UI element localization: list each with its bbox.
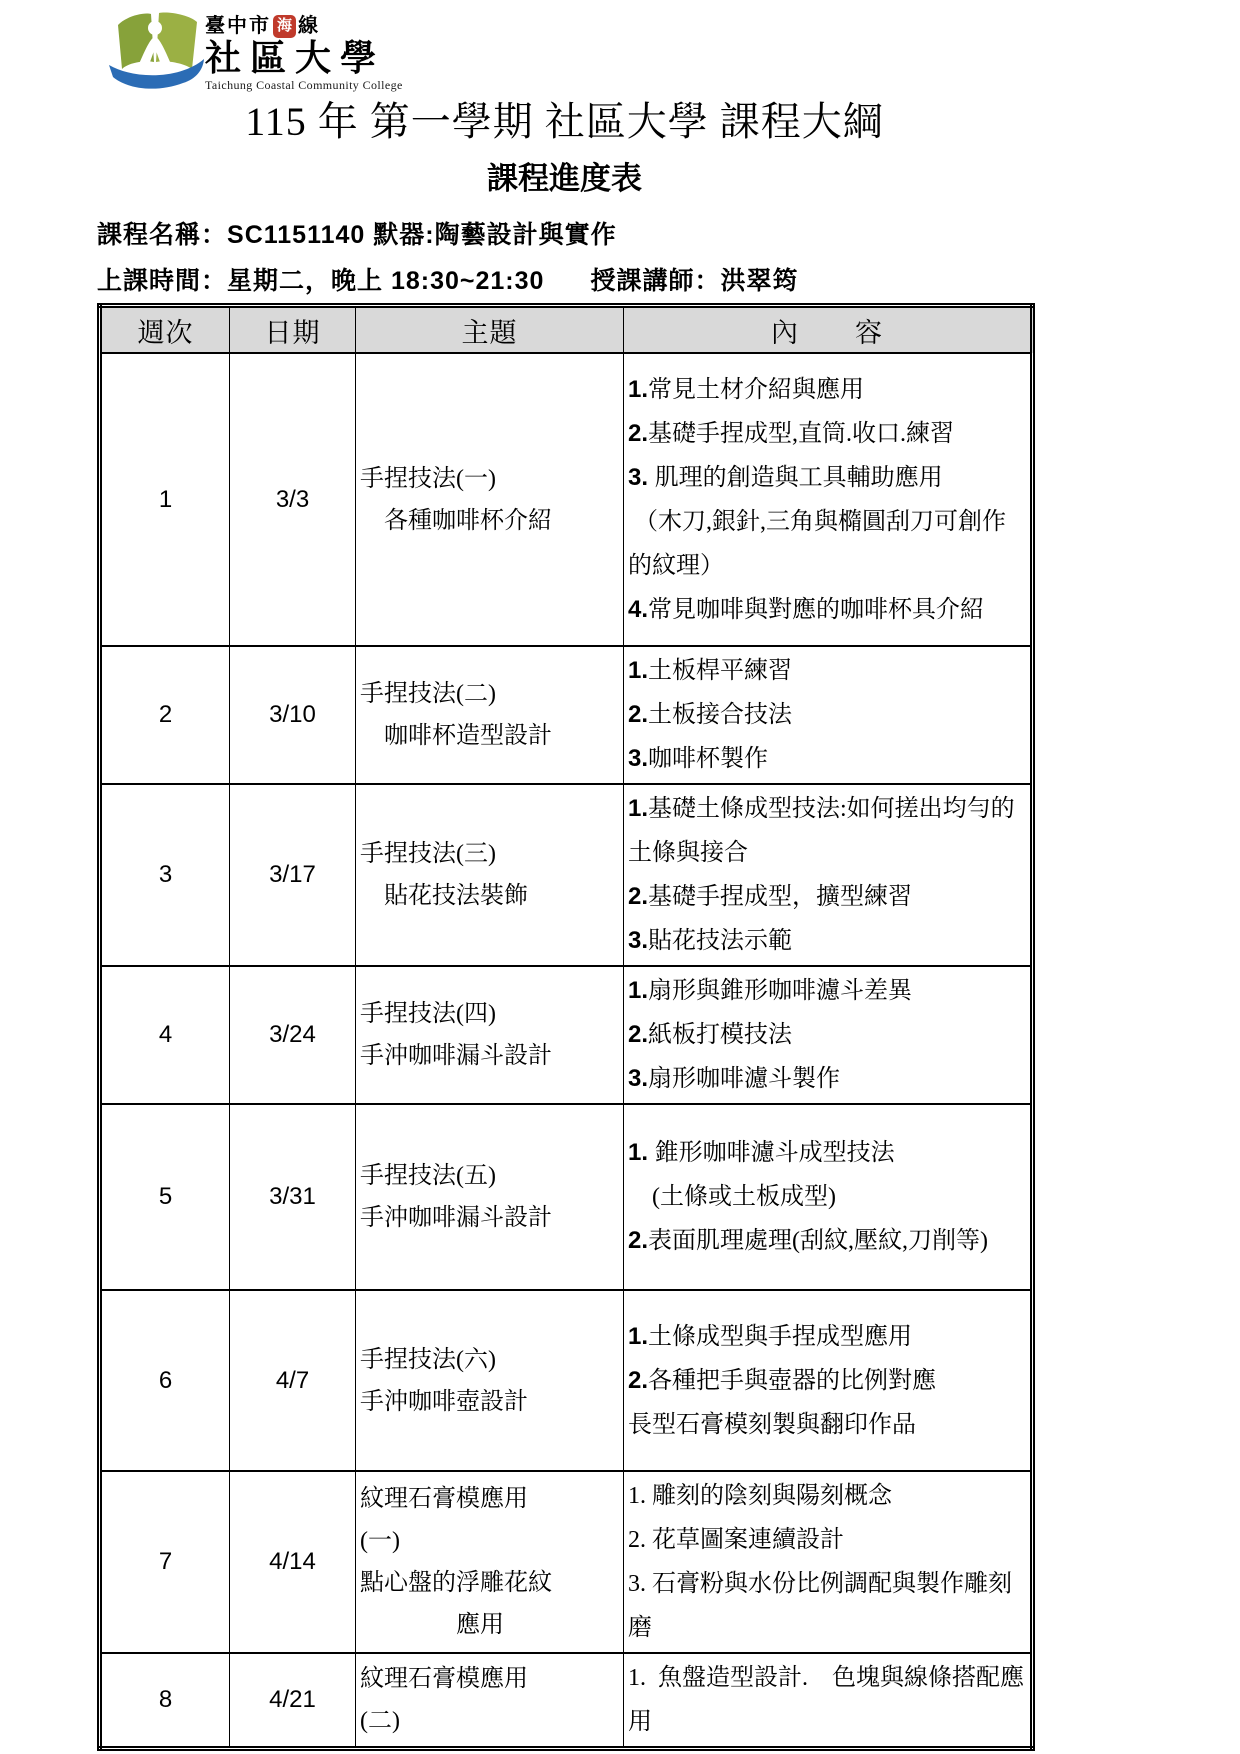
logo-text-block xyxy=(205,14,403,92)
content-cell xyxy=(624,966,1033,1104)
content-line: 3. 石膏粉與水份比例調配與製作雕刻磨 xyxy=(628,1571,1012,1641)
content-line: 2.基礎手捏成型，擴型練習 xyxy=(628,883,913,910)
header-topic: 主題 xyxy=(356,306,624,354)
topic-line: (二) xyxy=(360,1708,400,1734)
topic-line: 手捏技法(三) xyxy=(360,841,496,867)
table-row xyxy=(100,1471,1033,1653)
table-row xyxy=(100,966,1033,1104)
date-cell: 3/3 xyxy=(230,353,356,646)
topic-line: 咖啡杯造型設計 xyxy=(360,723,552,749)
topic-cell xyxy=(356,784,624,966)
table-row xyxy=(100,784,1033,966)
table-header-row xyxy=(100,306,1033,354)
logo-city-text: 臺中市 xyxy=(205,15,271,37)
content-line: 2.紙板打模技法 xyxy=(628,1021,793,1048)
content-cell xyxy=(624,784,1033,966)
topic-line: 手捏技法(六) xyxy=(360,1346,496,1373)
topic-line: 紋理石膏模應用 xyxy=(360,1486,528,1512)
course-time-value: 星期二，晚上 18:30~21:30 xyxy=(227,267,545,295)
topic-line: 手沖咖啡漏斗設計 xyxy=(360,1043,552,1069)
content-line: 2.土板接合技法 xyxy=(628,701,793,728)
teacher-value: 洪翠筠 xyxy=(720,267,799,295)
content-cell xyxy=(624,1290,1033,1471)
content-line: 3.扇形咖啡濾斗製作 xyxy=(628,1065,841,1092)
topic-line: 手捏技法(一) xyxy=(360,465,496,492)
content-cell xyxy=(624,1653,1033,1749)
content-line: 1.土條成型與手捏成型應用 xyxy=(628,1322,913,1350)
topic-line: 手捏技法(四) xyxy=(360,1001,496,1027)
content-cell xyxy=(624,1471,1033,1653)
week-cell: 4 xyxy=(100,966,230,1104)
page-title: 115 年 第一學期 社區大學 課程大綱 xyxy=(245,99,884,144)
content-line: 2. 花草圖案連續設計 xyxy=(628,1527,844,1553)
week-cell: 6 xyxy=(100,1290,230,1471)
topic-cell xyxy=(356,1471,624,1653)
date-cell: 4/21 xyxy=(230,1653,356,1749)
week-cell: 2 xyxy=(100,646,230,784)
date-cell: 3/31 xyxy=(230,1104,356,1290)
date-cell: 4/7 xyxy=(230,1290,356,1471)
content-line: 1.土板桿平練習 xyxy=(628,657,793,684)
school-logo xyxy=(103,8,403,98)
course-name-label: 課程名稱： xyxy=(97,221,228,249)
book-wave-figure-icon xyxy=(103,8,211,98)
date-cell: 4/14 xyxy=(230,1471,356,1653)
content-line: 3.咖啡杯製作 xyxy=(628,745,769,772)
topic-line: (一) xyxy=(360,1528,400,1554)
date-cell: 3/24 xyxy=(230,966,356,1104)
course-time-line xyxy=(97,264,1032,298)
content-line: 1.常見土材介紹與應用 xyxy=(628,375,865,403)
topic-line: 手沖咖啡壺設計 xyxy=(360,1388,528,1415)
topic-line: 手捏技法(二) xyxy=(360,681,496,707)
topic-line: 點心盤的浮雕花紋 xyxy=(360,1570,552,1596)
date-cell: 3/17 xyxy=(230,784,356,966)
topic-line: 手捏技法(五) xyxy=(360,1163,496,1189)
topic-line: 貼花技法裝飾 xyxy=(360,883,528,909)
logo-school-name: 社區大學 xyxy=(205,38,386,78)
logo-line-text: 線 xyxy=(298,15,320,37)
table-row xyxy=(100,353,1033,646)
table-row xyxy=(100,1653,1033,1749)
logo-english-name: Taichung Coastal Community College xyxy=(205,78,403,92)
topic-cell xyxy=(356,353,624,646)
content-line: 3. 肌理的創造與工具輔助應用 xyxy=(628,463,943,491)
logo-seal-icon: 海 xyxy=(273,15,296,38)
week-cell: 7 xyxy=(100,1471,230,1653)
date-cell: 3/10 xyxy=(230,646,356,784)
table-row xyxy=(100,1104,1033,1290)
content-line: 1.基礎土條成型技法:如何搓出均勻的土條與接合 xyxy=(628,795,1015,866)
content-cell xyxy=(624,1104,1033,1290)
content-line: 4.常見咖啡與對應的咖啡杯具介紹 xyxy=(628,595,985,623)
topic-line: 各種咖啡杯介紹 xyxy=(360,507,552,534)
content-line: 2.基礎手捏成型,直筒.收口.練習 xyxy=(628,419,955,447)
schedule-table xyxy=(97,303,1035,1751)
topic-line: 紋理石膏模應用 xyxy=(360,1666,528,1692)
topic-line: 應用 xyxy=(360,1612,504,1638)
header-content: 內 容 xyxy=(624,306,1033,354)
course-time-label: 上課時間： xyxy=(97,267,228,295)
header-week: 週次 xyxy=(100,306,230,354)
content-line: 長型石膏模刻製與翻印作品 xyxy=(628,1411,916,1438)
week-cell: 1 xyxy=(100,353,230,646)
week-cell: 3 xyxy=(100,784,230,966)
topic-cell xyxy=(356,1653,624,1749)
content-cell xyxy=(624,353,1033,646)
week-cell: 5 xyxy=(100,1104,230,1290)
page-subtitle: 課程進度表 xyxy=(487,161,642,196)
content-line: （木刀,銀針,三角與橢圓刮刀可創作的紋理） xyxy=(628,508,1006,579)
logo-line1 xyxy=(205,14,403,38)
content-line: 2.表面肌理處理(刮紋,壓紋,刀削等) xyxy=(628,1227,988,1254)
content-line: 1. 魚盤造型設計. 色塊與線條搭配應用 xyxy=(628,1665,1024,1735)
table-row xyxy=(100,646,1033,784)
topic-line: 手沖咖啡漏斗設計 xyxy=(360,1205,552,1231)
course-name-line xyxy=(97,218,1032,252)
content-line: (土條或土板成型) xyxy=(628,1184,836,1210)
header-date: 日期 xyxy=(230,306,356,354)
content-line: 1. 雕刻的陰刻與陽刻概念 xyxy=(628,1483,892,1509)
table-row xyxy=(100,1290,1033,1471)
content-line: 3.貼花技法示範 xyxy=(628,927,793,954)
content-line: 1.扇形與錐形咖啡濾斗差異 xyxy=(628,977,913,1004)
content-line: 2.各種把手與壺器的比例對應 xyxy=(628,1366,937,1394)
content-cell xyxy=(624,646,1033,784)
topic-cell xyxy=(356,1290,624,1471)
topic-cell xyxy=(356,966,624,1104)
content-line: 1. 錐形咖啡濾斗成型技法 xyxy=(628,1139,895,1166)
teacher-label: 授課講師： xyxy=(590,267,721,295)
week-cell: 8 xyxy=(100,1653,230,1749)
topic-cell xyxy=(356,1104,624,1290)
topic-cell xyxy=(356,646,624,784)
course-name-value: SC1151140 默器:陶藝設計與實作 xyxy=(227,221,617,249)
